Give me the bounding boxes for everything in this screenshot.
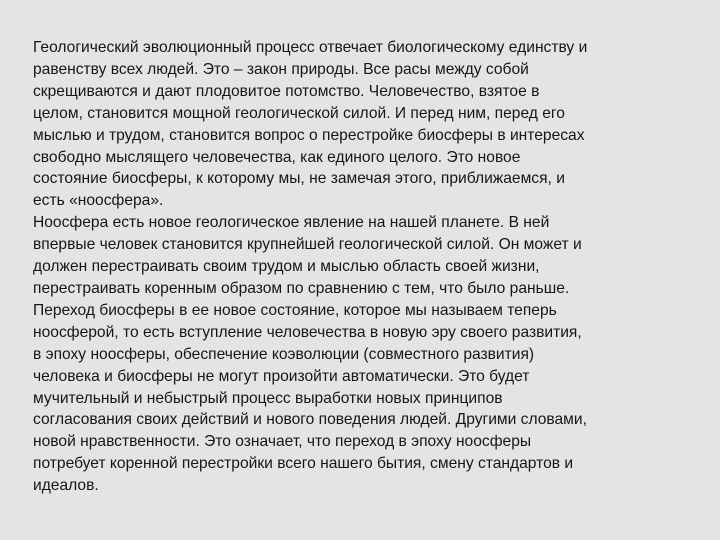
text-line: согласования своих действий и нового поведения людей. Другими словами, (33, 411, 587, 429)
text-line: идеалов. (33, 477, 99, 495)
text-line: должен перестраивать своим трудом и мыслью область своей жизни, (33, 258, 540, 276)
text-line: есть «ноосфера». (33, 192, 164, 210)
text-line: перестраивать коренным образом по сравнению с тем, что было раньше. (33, 279, 570, 297)
text-line: равенству всех людей. Это – закон природы. Все расы между собой (33, 60, 529, 78)
text-line: мыслью и трудом, становится вопрос о перестройке биосферы в интересах (33, 126, 585, 144)
text-line: потребует коренной перестройки всего нашего бытия, смену стандартов и (33, 455, 574, 473)
text-line: новой нравственности. Это означает, что переход в эпоху ноосферы (33, 433, 532, 451)
text-line: свободно мыслящего человечества, как единого целого. Это новое (33, 148, 521, 166)
text-block (33, 37, 693, 497)
text-line: состояние биосферы, к которому мы, не замечая этого, приближаемся, и (33, 170, 565, 188)
text-line: мучительный и небыстрый процесс выработки новых принципов (33, 389, 503, 407)
text-line: ноосферой, то есть вступление человечества в новую эру своего развития, (33, 323, 582, 341)
text-line: скрещиваются и дают плодовитое потомство. Человечество, взятое в (33, 82, 540, 100)
text-line: впервые человек становится крупнейшей геологической силой. Он может и (33, 236, 582, 254)
text-line: Переход биосферы в ее новое состояние, которое мы называем теперь (33, 301, 557, 319)
text-line: целом, становится мощной геологической силой. И перед ним, перед его (33, 104, 565, 122)
text-line: человека и биосферы не могут произойти автоматически. Это будет (33, 367, 530, 385)
text-line: Ноосфера есть новое геологическое явление на нашей планете. В ней (33, 214, 550, 232)
text-line: Геологический эволюционный процесс отвечает биологическому единству и (33, 39, 588, 56)
text-line: в эпоху ноосферы, обеспечение коэволюции (совместного развития) (33, 345, 535, 363)
